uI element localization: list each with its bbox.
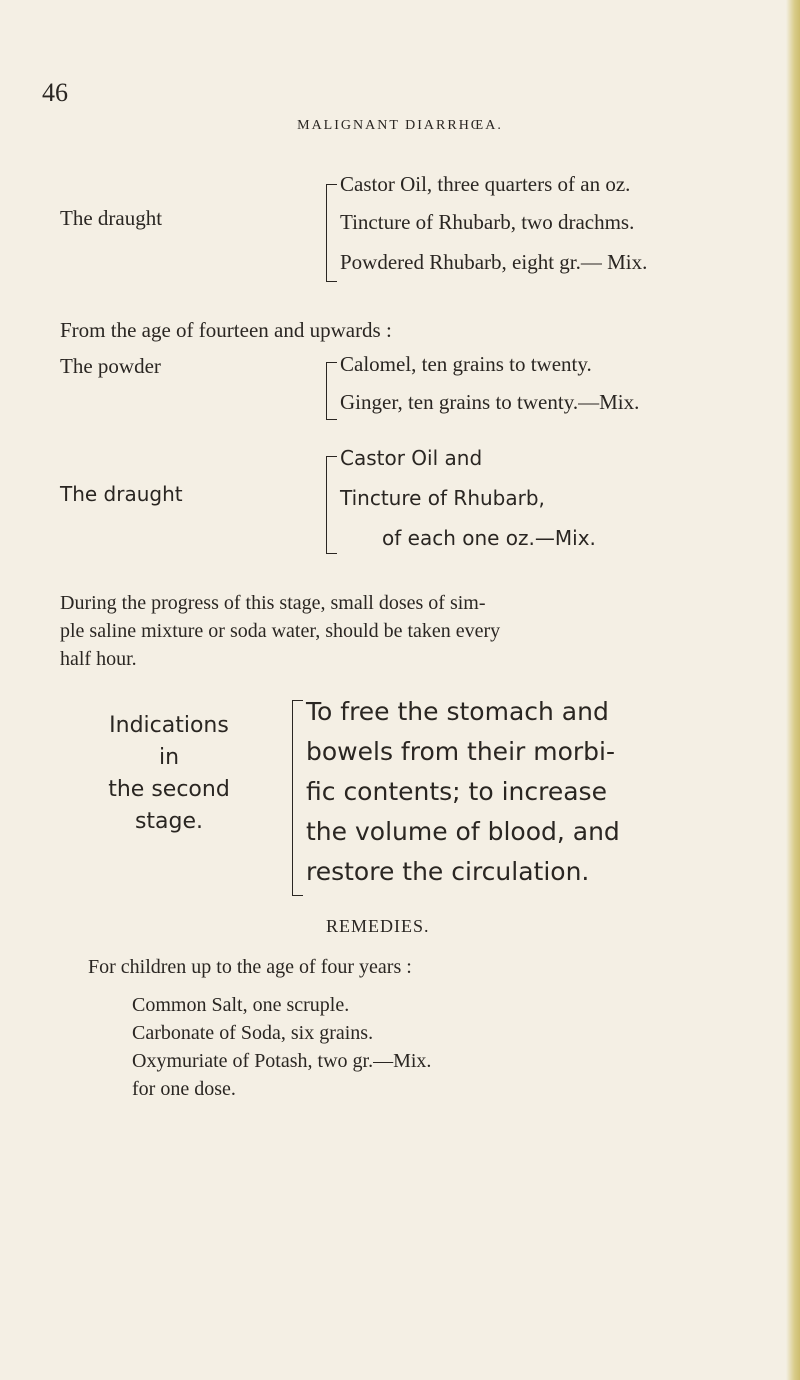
remedies-intro: For children up to the age of four years : [88, 956, 412, 978]
remedy-item: Oxymuriate of Potash, two gr.—Mix. [132, 1050, 432, 1072]
indications-text-line: the volume of blood, and [306, 817, 620, 846]
brace [326, 456, 337, 554]
recipe-label: The powder [60, 354, 161, 378]
recipe-label: The draught [60, 206, 163, 230]
paragraph-line: half hour. [60, 648, 137, 670]
paragraph-line: During the progress of this stage, small doses of sim- [60, 592, 486, 614]
indications-label [52, 710, 286, 838]
running-title: MALIGNANT DIARRHŒA. [297, 118, 503, 133]
remedies-heading: REMEDIES. [326, 916, 430, 936]
indications-text [306, 692, 620, 892]
indications-label-line: Indications [109, 713, 229, 738]
brace [326, 184, 337, 282]
recipe-item: Powdered Rhubarb, eight gr.— Mix. [340, 250, 648, 274]
brace [292, 700, 303, 896]
recipe-item: Tincture of Rhubarb, [340, 486, 545, 510]
age-intro: From the age of fourteen and upwards : [60, 318, 392, 342]
recipe-item: of each one oz.—Mix. [382, 526, 596, 550]
recipe-item: Tincture of Rhubarb, two drachms. [340, 210, 635, 234]
recipe-item: Castor Oil, three quarters of an oz. [340, 172, 631, 196]
indications-text-line: To free the stomach and [306, 697, 609, 726]
page-edge-discoloration [786, 0, 800, 1380]
paragraph-line: ple saline mixture or soda water, should be taken every [60, 620, 501, 642]
recipe-item: Calomel, ten grains to twenty. [340, 352, 592, 376]
indications-text-line: bowels from their morbi- [306, 737, 615, 766]
remedy-item: Carbonate of Soda, six grains. [132, 1022, 374, 1044]
remedy-item: for one dose. [132, 1078, 236, 1100]
indications-label-line: stage. [134, 809, 204, 834]
indications-label-line: the second [108, 777, 230, 802]
recipe-item: Castor Oil and [340, 446, 483, 470]
indications-text-line: restore the circulation. [306, 857, 590, 886]
remedy-item: Common Salt, one scruple. [132, 994, 350, 1016]
indications-label-line: in [158, 745, 180, 770]
recipe-item: Ginger, ten grains to twenty.—Mix. [340, 390, 640, 414]
recipe-label: The draught [60, 482, 183, 506]
indications-text-line: fic contents; to increase [306, 777, 607, 806]
page-number: 46 [42, 78, 68, 107]
brace [326, 362, 337, 420]
